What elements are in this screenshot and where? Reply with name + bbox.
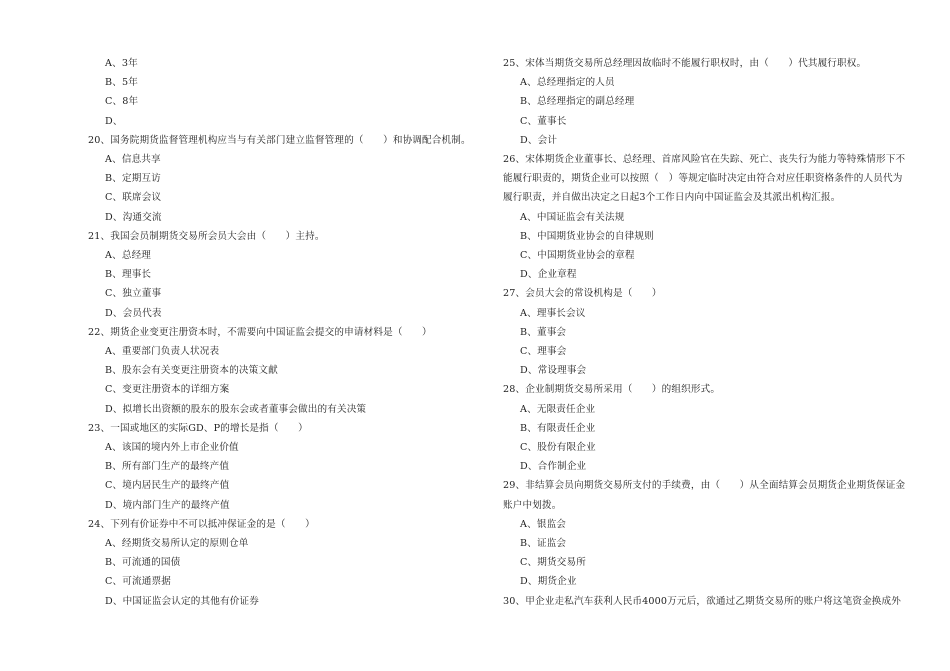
answer-option: C、可流通票据 [105, 576, 171, 588]
answer-option: A、理事长会议 [520, 307, 586, 319]
question-text: 履行职责，并自做出决定之日起3个工作日内向中国证监会及其派出机构汇报。 [503, 192, 841, 204]
answer-option: C、董事长 [520, 115, 567, 127]
answer-option: C、联席会议 [105, 192, 162, 204]
question-text: 27、会员大会的常设机构是（ ） [503, 288, 662, 300]
question-text: 26、宋体期货企业董事长、总经理、首席风险官在失踪、死亡、丧失行为能力等特殊情形下不 [503, 154, 906, 166]
answer-option: D、沟通交流 [105, 211, 162, 223]
answer-option: C、中国期货业协会的章程 [520, 250, 635, 262]
answer-option: C、期货交易所 [520, 557, 586, 569]
left-column [88, 54, 478, 611]
answer-option: D、期货企业 [520, 576, 577, 588]
answer-option: A、总经理 [105, 250, 152, 262]
answer-option: A、3年 [105, 58, 138, 69]
answer-option: B、中国期货业协会的自律规则 [520, 230, 654, 242]
answer-option: C、理事会 [520, 346, 567, 358]
answer-option: B、所有部门生产的最终产值 [105, 461, 230, 473]
answer-option: D、会员代表 [105, 307, 162, 319]
answer-option: B、总经理指定的副总经理 [520, 96, 635, 108]
answer-option: D、会计 [520, 134, 558, 146]
question-text: 21、我国会员制期货交易所会员大会由（ ）主持。 [88, 230, 325, 242]
answer-option: D、拟增长出资额的股东的股东会或者董事会做出的有关决策 [105, 403, 367, 415]
answer-option: A、经期货交易所认定的原则仓单 [105, 538, 249, 550]
question-text: 23、一国或地区的实际GD、P的增长是指（ ） [88, 422, 308, 434]
answer-option: A、无限责任企业 [520, 403, 596, 415]
answer-option: D、企业章程 [520, 269, 577, 281]
answer-option: C、股份有限企业 [520, 442, 596, 454]
answer-option: A、该国的境内外上市企业价值 [105, 442, 239, 454]
question-text: 22、期货企业变更注册资本时，不需要向中国证监会提交的申请材料是（ ） [88, 326, 432, 338]
question-text: 30、甲企业走私汽车获利人民币4000万元后，欲通过乙期货交易所的账户将这笔资金换成外 [503, 595, 902, 607]
answer-option: C、变更注册资本的详细方案 [105, 384, 230, 396]
question-text: 24、下列有价证券中不可以抵冲保证金的是（ ） [88, 518, 315, 530]
answer-option: D、境内部门生产的最终产值 [105, 499, 230, 511]
answer-option: B、5年 [105, 77, 138, 89]
answer-option: D、中国证监会认定的其他有价证券 [105, 595, 259, 607]
answer-option: A、中国证监会有关法规 [520, 211, 625, 223]
answer-option: B、有限责任企业 [520, 422, 596, 434]
question-text: 28、企业制期货交易所采用（ ）的组织形式。 [503, 384, 721, 396]
answer-option: D、合作制企业 [520, 461, 587, 473]
answer-option: A、重要部门负责人状况表 [105, 346, 220, 358]
answer-option: D、常设理事会 [520, 365, 587, 377]
question-text: 29、非结算会员向期货交易所支付的手续费，由（ ）从全面结算会员期货企业期货保证金 [503, 480, 906, 492]
right-column [503, 54, 906, 611]
answer-option: B、理事长 [105, 269, 152, 281]
answer-option: B、股东会有关变更注册资本的决策文献 [105, 365, 278, 377]
question-text: 20、国务院期货监督管理机构应当与有关部门建立监督管理的（ ）和协调配合机制。 [88, 134, 471, 146]
answer-option: D、 [105, 115, 123, 127]
answer-option: B、证监会 [520, 538, 567, 550]
answer-option: B、董事会 [520, 326, 567, 338]
question-text: 能履行职责的，期货企业可以按照（ ）等规定临时决定由符合对应任职资格条件的人员代为 [503, 173, 903, 185]
answer-option: C、境内居民生产的最终产值 [105, 480, 230, 492]
answer-option: B、可流通的国债 [105, 557, 181, 569]
question-text: 25、宋体当期货交易所总经理因故临时不能履行职权时，由（ ）代其履行职权。 [503, 58, 867, 69]
answer-option: C、独立董事 [105, 288, 162, 300]
answer-option: B、定期互访 [105, 173, 161, 185]
answer-option: C、8年 [105, 96, 139, 108]
answer-option: A、银监会 [520, 518, 567, 530]
answer-option: A、信息共享 [105, 154, 161, 166]
answer-option: A、总经理指定的人员 [520, 77, 615, 89]
question-text: 账户中划拨。 [503, 499, 562, 511]
